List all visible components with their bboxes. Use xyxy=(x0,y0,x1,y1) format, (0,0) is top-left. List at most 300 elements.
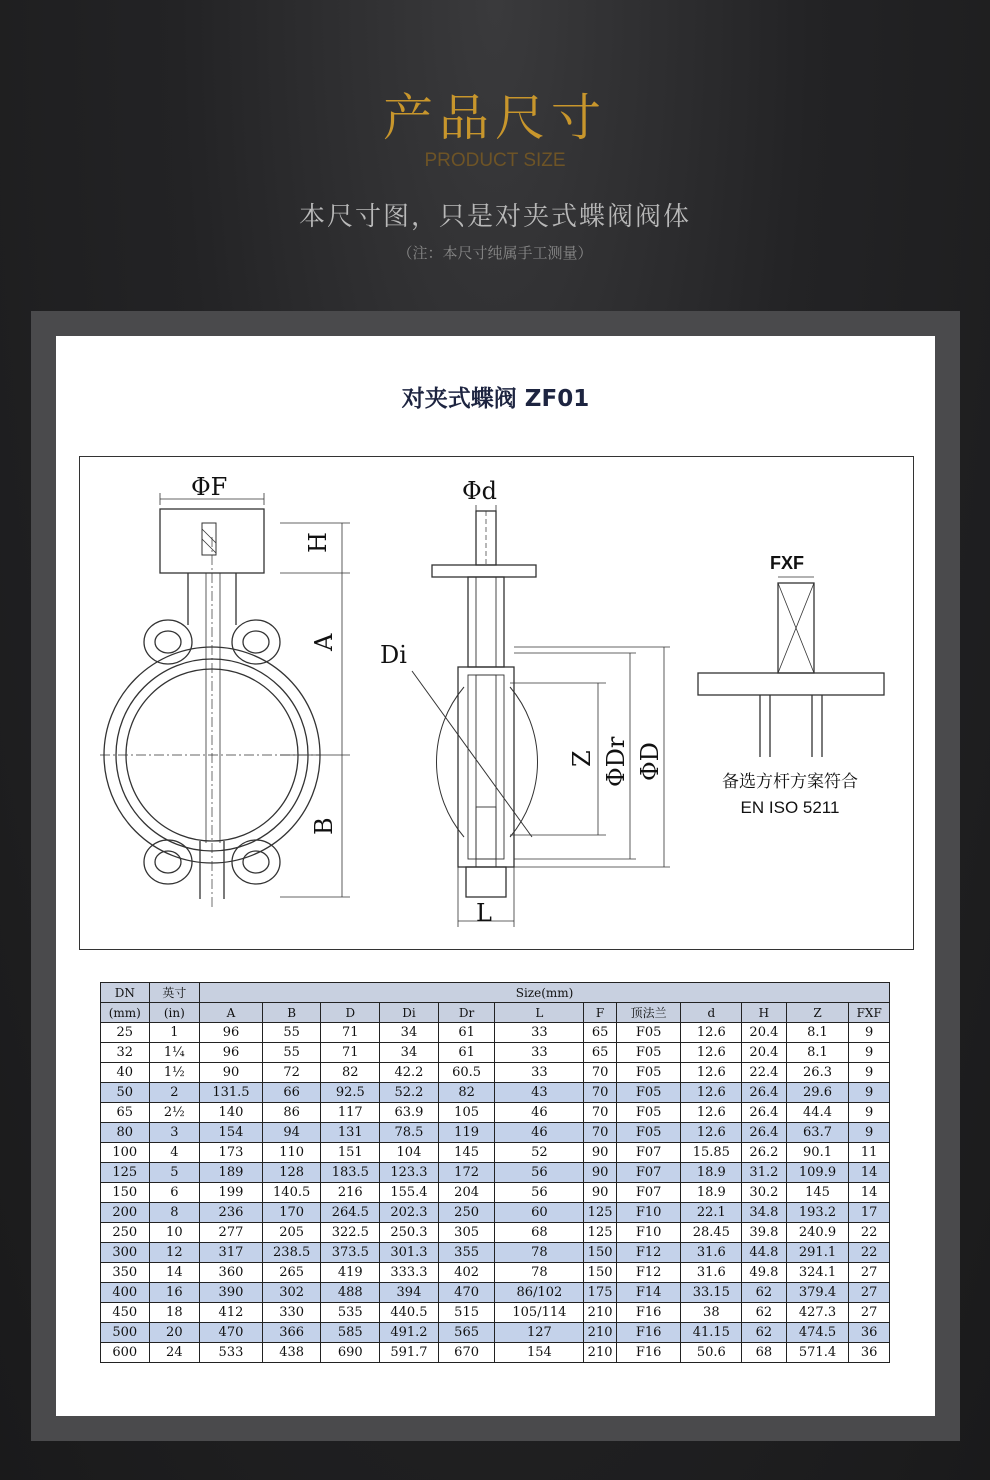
table-cell: 55 xyxy=(262,1023,321,1043)
column-header: A xyxy=(200,1003,263,1023)
label-a: A xyxy=(310,633,338,651)
table-cell: 355 xyxy=(438,1243,495,1263)
table-cell: 109.9 xyxy=(786,1163,849,1183)
table-cell: 100 xyxy=(101,1143,150,1163)
table-cell: 119 xyxy=(438,1123,495,1143)
table-cell: 52.2 xyxy=(380,1083,439,1103)
table-cell: 216 xyxy=(321,1183,380,1203)
table-cell: 12.6 xyxy=(681,1103,742,1123)
table-row xyxy=(101,1063,890,1083)
table-cell: 61 xyxy=(438,1043,495,1063)
table-cell: 333.3 xyxy=(380,1263,439,1283)
table-cell: 291.1 xyxy=(786,1243,849,1263)
table-row xyxy=(101,1183,890,1203)
table-cell: F05 xyxy=(616,1023,681,1043)
label-phi-f: ΦF xyxy=(191,473,228,501)
table-cell: 2½ xyxy=(149,1103,200,1123)
table-cell: 15.85 xyxy=(681,1143,742,1163)
table-cell: 96 xyxy=(200,1043,263,1063)
table-cell: 20.4 xyxy=(742,1023,787,1043)
table-cell: 690 xyxy=(321,1343,380,1363)
table-cell: 50 xyxy=(101,1083,150,1103)
table-cell: F16 xyxy=(616,1303,681,1323)
table-cell: 189 xyxy=(200,1163,263,1183)
table-row xyxy=(101,1043,890,1063)
table-cell: 131.5 xyxy=(200,1083,263,1103)
table-row xyxy=(101,1143,890,1163)
table-cell: 26.2 xyxy=(742,1143,787,1163)
table-cell: 565 xyxy=(438,1323,495,1343)
table-cell: 50.6 xyxy=(681,1343,742,1363)
table-cell: 29.6 xyxy=(786,1083,849,1103)
table-cell: 43 xyxy=(495,1083,584,1103)
option-note-line2: EN ISO 5211 xyxy=(740,798,840,817)
side-view xyxy=(412,505,670,927)
table-cell: 70 xyxy=(584,1063,616,1083)
column-header: L xyxy=(495,1003,584,1023)
table-cell: 150 xyxy=(101,1183,150,1203)
table-cell: 145 xyxy=(438,1143,495,1163)
table-cell: 154 xyxy=(200,1123,263,1143)
table-cell: 14 xyxy=(849,1163,890,1183)
table-cell: 68 xyxy=(495,1223,584,1243)
table-cell: 26.4 xyxy=(742,1103,787,1123)
label-b: B xyxy=(310,817,338,835)
table-cell: 131 xyxy=(321,1123,380,1143)
page-title: 产品尺寸 xyxy=(383,89,607,147)
header-size: Size(mm) xyxy=(200,983,890,1003)
table-cell: 63.9 xyxy=(380,1103,439,1123)
table-cell: 33 xyxy=(495,1023,584,1043)
column-header: Dr xyxy=(438,1003,495,1023)
label-h: H xyxy=(304,532,332,553)
square-shaft-detail xyxy=(698,577,884,757)
table-cell: 12.6 xyxy=(681,1043,742,1063)
header-inch: 英寸 xyxy=(149,983,200,1003)
table-cell: 394 xyxy=(380,1283,439,1303)
table-row xyxy=(101,1263,890,1283)
table-cell: 240.9 xyxy=(786,1223,849,1243)
table-cell: 32 xyxy=(101,1043,150,1063)
table-cell: 44.4 xyxy=(786,1103,849,1123)
table-cell: 60.5 xyxy=(438,1063,495,1083)
table-cell: 360 xyxy=(200,1263,263,1283)
table-cell: 440.5 xyxy=(380,1303,439,1323)
table-cell: 62 xyxy=(742,1303,787,1323)
column-header: FXF xyxy=(849,1003,890,1023)
table-cell: 9 xyxy=(849,1043,890,1063)
table-cell: 4 xyxy=(149,1143,200,1163)
table-cell: 373.5 xyxy=(321,1243,380,1263)
table-cell: 2 xyxy=(149,1083,200,1103)
table-cell: 535 xyxy=(321,1303,380,1323)
table-cell: 12.6 xyxy=(681,1123,742,1143)
table-cell: 470 xyxy=(200,1323,263,1343)
option-note-line1: 备选方杆方案符合 xyxy=(722,772,858,792)
column-header: H xyxy=(742,1003,787,1023)
table-cell: 127 xyxy=(495,1323,584,1343)
table-cell: 317 xyxy=(200,1243,263,1263)
table-cell: 515 xyxy=(438,1303,495,1323)
table-cell: F05 xyxy=(616,1063,681,1083)
table-cell: 26.4 xyxy=(742,1123,787,1143)
table-cell: 70 xyxy=(584,1103,616,1123)
table-cell: 265 xyxy=(262,1263,321,1283)
table-cell: 12.6 xyxy=(681,1083,742,1103)
label-z: Z xyxy=(568,750,596,767)
table-cell: 9 xyxy=(849,1123,890,1143)
table-row xyxy=(101,1083,890,1103)
label-phi-dr: ΦDr xyxy=(602,736,630,787)
table-cell: 210 xyxy=(584,1303,616,1323)
table-cell: 31.6 xyxy=(681,1263,742,1283)
table-cell: F05 xyxy=(616,1083,681,1103)
table-cell: 22 xyxy=(849,1243,890,1263)
table-cell: 6 xyxy=(149,1183,200,1203)
table-cell: 42.2 xyxy=(380,1063,439,1083)
table-cell: 17 xyxy=(849,1203,890,1223)
table-cell: 86/102 xyxy=(495,1283,584,1303)
table-cell: 151 xyxy=(321,1143,380,1163)
table-cell: 585 xyxy=(321,1323,380,1343)
drawing-svg xyxy=(80,457,915,951)
table-cell: 9 xyxy=(849,1063,890,1083)
table-cell: 46 xyxy=(495,1123,584,1143)
table-cell: 302 xyxy=(262,1283,321,1303)
table-cell: 18.9 xyxy=(681,1163,742,1183)
table-cell: 82 xyxy=(321,1063,380,1083)
table-row xyxy=(101,1303,890,1323)
table-row xyxy=(101,1103,890,1123)
table-cell: 90 xyxy=(584,1183,616,1203)
table-cell: 26.4 xyxy=(742,1083,787,1103)
table-cell: 210 xyxy=(584,1323,616,1343)
table-cell: 154 xyxy=(495,1343,584,1363)
label-phi-d-small: Φd xyxy=(462,477,498,505)
table-cell: F10 xyxy=(616,1203,681,1223)
table-cell: 250.3 xyxy=(380,1223,439,1243)
column-header: F xyxy=(584,1003,616,1023)
table-cell: 199 xyxy=(200,1183,263,1203)
table-cell: 104 xyxy=(380,1143,439,1163)
table-row xyxy=(101,1323,890,1343)
table-cell: 8.1 xyxy=(786,1023,849,1043)
table-cell: 105/114 xyxy=(495,1303,584,1323)
page-description: 本尺寸图，只是对夹式蝶阀阀体 xyxy=(298,202,691,232)
table-cell: 96 xyxy=(200,1023,263,1043)
table-cell: 1½ xyxy=(149,1063,200,1083)
table-cell: 70 xyxy=(584,1123,616,1143)
table-cell: 72 xyxy=(262,1063,321,1083)
table-cell: 175 xyxy=(584,1283,616,1303)
table-cell: 18 xyxy=(149,1303,200,1323)
table-cell: F07 xyxy=(616,1163,681,1183)
table-cell: 128 xyxy=(262,1163,321,1183)
table-cell: 22 xyxy=(849,1223,890,1243)
table-cell: 238.5 xyxy=(262,1243,321,1263)
table-cell: 125 xyxy=(101,1163,150,1183)
table-cell: 379.4 xyxy=(786,1283,849,1303)
table-cell: 65 xyxy=(584,1023,616,1043)
table-cell: 427.3 xyxy=(786,1303,849,1323)
table-cell: 172 xyxy=(438,1163,495,1183)
table-cell: 145 xyxy=(786,1183,849,1203)
table-cell: 18.9 xyxy=(681,1183,742,1203)
table-cell: 300 xyxy=(101,1243,150,1263)
label-di: Di xyxy=(380,641,407,669)
table-cell: 26.3 xyxy=(786,1063,849,1083)
table-cell: 36 xyxy=(849,1323,890,1343)
table-cell: 140 xyxy=(200,1103,263,1123)
table-cell: 400 xyxy=(101,1283,150,1303)
table-row xyxy=(101,1023,890,1043)
table-cell: 202.3 xyxy=(380,1203,439,1223)
table-cell: 80 xyxy=(101,1123,150,1143)
table-cell: 11 xyxy=(849,1143,890,1163)
column-header: D xyxy=(321,1003,380,1023)
table-cell: 301.3 xyxy=(380,1243,439,1263)
table-cell: 305 xyxy=(438,1223,495,1243)
table-cell: 322.5 xyxy=(321,1223,380,1243)
table-cell: 591.7 xyxy=(380,1343,439,1363)
table-cell: 56 xyxy=(495,1163,584,1183)
table-cell: 236 xyxy=(200,1203,263,1223)
table-cell: 1 xyxy=(149,1023,200,1043)
table-cell: 33 xyxy=(495,1043,584,1063)
table-cell: 438 xyxy=(262,1343,321,1363)
table-cell: 324.1 xyxy=(786,1263,849,1283)
table-cell: 277 xyxy=(200,1223,263,1243)
table-cell: 65 xyxy=(584,1043,616,1063)
table-cell: 94 xyxy=(262,1123,321,1143)
table-cell: F10 xyxy=(616,1223,681,1243)
table-cell: 14 xyxy=(849,1183,890,1203)
table-cell: 82 xyxy=(438,1083,495,1103)
column-header: Di xyxy=(380,1003,439,1023)
table-cell: 65 xyxy=(101,1103,150,1123)
table-cell: 9 xyxy=(849,1023,890,1043)
table-cell: 9 xyxy=(849,1083,890,1103)
table-cell: 27 xyxy=(849,1263,890,1283)
table-cell: 20 xyxy=(149,1323,200,1343)
table-cell: F07 xyxy=(616,1183,681,1203)
table-cell: 33.15 xyxy=(681,1283,742,1303)
table-row xyxy=(101,1203,890,1223)
table-cell: 27 xyxy=(849,1303,890,1323)
table-cell: 52 xyxy=(495,1143,584,1163)
table-cell: 250 xyxy=(101,1223,150,1243)
table-cell: 150 xyxy=(584,1243,616,1263)
table-cell: 150 xyxy=(584,1263,616,1283)
valve-technical-drawing xyxy=(79,456,914,950)
label-l: L xyxy=(476,899,492,927)
table-header-row-2 xyxy=(101,1003,890,1023)
table-cell: 28.45 xyxy=(681,1223,742,1243)
table-cell: 533 xyxy=(200,1343,263,1363)
table-header-row-1 xyxy=(101,983,890,1003)
table-cell: 5 xyxy=(149,1163,200,1183)
table-cell: 16 xyxy=(149,1283,200,1303)
table-cell: 55 xyxy=(262,1043,321,1063)
table-cell: 350 xyxy=(101,1263,150,1283)
table-cell: 125 xyxy=(584,1223,616,1243)
table-cell: 10 xyxy=(149,1223,200,1243)
column-header: 顶法兰 xyxy=(616,1003,681,1023)
table-cell: 210 xyxy=(584,1343,616,1363)
table-cell: 20.4 xyxy=(742,1043,787,1063)
table-cell: 86 xyxy=(262,1103,321,1123)
table-cell: F05 xyxy=(616,1043,681,1063)
table-row xyxy=(101,1123,890,1143)
table-cell: 12.6 xyxy=(681,1023,742,1043)
table-cell: F07 xyxy=(616,1143,681,1163)
table-cell: 56 xyxy=(495,1183,584,1203)
table-cell: 474.5 xyxy=(786,1323,849,1343)
table-row xyxy=(101,1223,890,1243)
table-cell: 40 xyxy=(101,1063,150,1083)
table-cell: F12 xyxy=(616,1243,681,1263)
table-cell: 390 xyxy=(200,1283,263,1303)
table-cell: 90 xyxy=(584,1143,616,1163)
table-cell: 34 xyxy=(380,1043,439,1063)
table-cell: 123.3 xyxy=(380,1163,439,1183)
column-header: B xyxy=(262,1003,321,1023)
table-cell: 571.4 xyxy=(786,1343,849,1363)
table-row xyxy=(101,1163,890,1183)
table-cell: 491.2 xyxy=(380,1323,439,1343)
table-cell: 170 xyxy=(262,1203,321,1223)
table-cell: 12.6 xyxy=(681,1063,742,1083)
table-cell: 61 xyxy=(438,1023,495,1043)
table-cell: 8 xyxy=(149,1203,200,1223)
table-cell: 500 xyxy=(101,1323,150,1343)
table-cell: 264.5 xyxy=(321,1203,380,1223)
document-title: 对夹式蝶阀 ZF01 xyxy=(401,386,590,412)
table-cell: F05 xyxy=(616,1103,681,1123)
table-body xyxy=(101,1023,890,1363)
table-cell: 39.8 xyxy=(742,1223,787,1243)
table-cell: 14 xyxy=(149,1263,200,1283)
table-cell: 90 xyxy=(200,1063,263,1083)
table-cell: 9 xyxy=(849,1103,890,1123)
dimension-table xyxy=(100,982,890,1363)
table-cell: 205 xyxy=(262,1223,321,1243)
table-cell: 155.4 xyxy=(380,1183,439,1203)
table-cell: 22.4 xyxy=(742,1063,787,1083)
column-header: (mm) xyxy=(101,1003,150,1023)
table-cell: 68 xyxy=(742,1343,787,1363)
table-cell: 78 xyxy=(495,1263,584,1283)
table-cell: 24 xyxy=(149,1343,200,1363)
dimension-table-wrap xyxy=(100,982,890,1363)
table-cell: 27 xyxy=(849,1283,890,1303)
table-cell: 71 xyxy=(321,1043,380,1063)
table-cell: 200 xyxy=(101,1203,150,1223)
page-note: （注：本尺寸纯属手工测量） xyxy=(397,244,593,262)
table-cell: 8.1 xyxy=(786,1043,849,1063)
column-header: Z xyxy=(786,1003,849,1023)
table-cell: 33 xyxy=(495,1063,584,1083)
table-cell: F16 xyxy=(616,1343,681,1363)
table-cell: 46 xyxy=(495,1103,584,1123)
table-cell: 38 xyxy=(681,1303,742,1323)
table-cell: 1¼ xyxy=(149,1043,200,1063)
table-cell: 71 xyxy=(321,1023,380,1043)
table-cell: 30.2 xyxy=(742,1183,787,1203)
table-cell: F14 xyxy=(616,1283,681,1303)
table-cell: 402 xyxy=(438,1263,495,1283)
table-cell: 90.1 xyxy=(786,1143,849,1163)
table-cell: 36 xyxy=(849,1343,890,1363)
table-cell: 183.5 xyxy=(321,1163,380,1183)
table-cell: F05 xyxy=(616,1123,681,1143)
label-phi-d: ΦD xyxy=(636,742,664,781)
table-cell: 31.2 xyxy=(742,1163,787,1183)
table-cell: 366 xyxy=(262,1323,321,1343)
table-cell: 12 xyxy=(149,1243,200,1263)
table-cell: 600 xyxy=(101,1343,150,1363)
table-cell: 49.8 xyxy=(742,1263,787,1283)
table-cell: 125 xyxy=(584,1203,616,1223)
table-cell: 173 xyxy=(200,1143,263,1163)
drawing-sheet xyxy=(56,336,935,1416)
table-cell: 419 xyxy=(321,1263,380,1283)
table-cell: 62 xyxy=(742,1323,787,1343)
table-cell: 90 xyxy=(584,1163,616,1183)
table-row xyxy=(101,1283,890,1303)
table-cell: 70 xyxy=(584,1083,616,1103)
table-cell: 60 xyxy=(495,1203,584,1223)
table-cell: 92.5 xyxy=(321,1083,380,1103)
table-cell: 34 xyxy=(380,1023,439,1043)
table-cell: 66 xyxy=(262,1083,321,1103)
table-cell: 117 xyxy=(321,1103,380,1123)
table-cell: 78 xyxy=(495,1243,584,1263)
table-cell: 62 xyxy=(742,1283,787,1303)
column-header: (in) xyxy=(149,1003,200,1023)
header-dn: DN xyxy=(101,983,150,1003)
table-cell: 488 xyxy=(321,1283,380,1303)
table-cell: 78.5 xyxy=(380,1123,439,1143)
table-cell: 34.8 xyxy=(742,1203,787,1223)
table-cell: 41.15 xyxy=(681,1323,742,1343)
table-cell: 450 xyxy=(101,1303,150,1323)
table-cell: 22.1 xyxy=(681,1203,742,1223)
table-cell: 25 xyxy=(101,1023,150,1043)
table-cell: F16 xyxy=(616,1323,681,1343)
table-cell: 670 xyxy=(438,1343,495,1363)
table-cell: 204 xyxy=(438,1183,495,1203)
table-cell: 250 xyxy=(438,1203,495,1223)
table-cell: 330 xyxy=(262,1303,321,1323)
page-subtitle: PRODUCT SIZE xyxy=(424,150,566,171)
table-row xyxy=(101,1343,890,1363)
column-header: d xyxy=(681,1003,742,1023)
table-cell: 105 xyxy=(438,1103,495,1123)
table-cell: 470 xyxy=(438,1283,495,1303)
front-view xyxy=(100,493,350,907)
label-fxf: FXF xyxy=(770,553,804,573)
table-cell: 193.2 xyxy=(786,1203,849,1223)
table-cell: 412 xyxy=(200,1303,263,1323)
table-cell: 110 xyxy=(262,1143,321,1163)
table-cell: 140.5 xyxy=(262,1183,321,1203)
table-cell: 3 xyxy=(149,1123,200,1143)
table-cell: 44.8 xyxy=(742,1243,787,1263)
table-cell: 31.6 xyxy=(681,1243,742,1263)
table-cell: 63.7 xyxy=(786,1123,849,1143)
table-cell: F12 xyxy=(616,1263,681,1283)
